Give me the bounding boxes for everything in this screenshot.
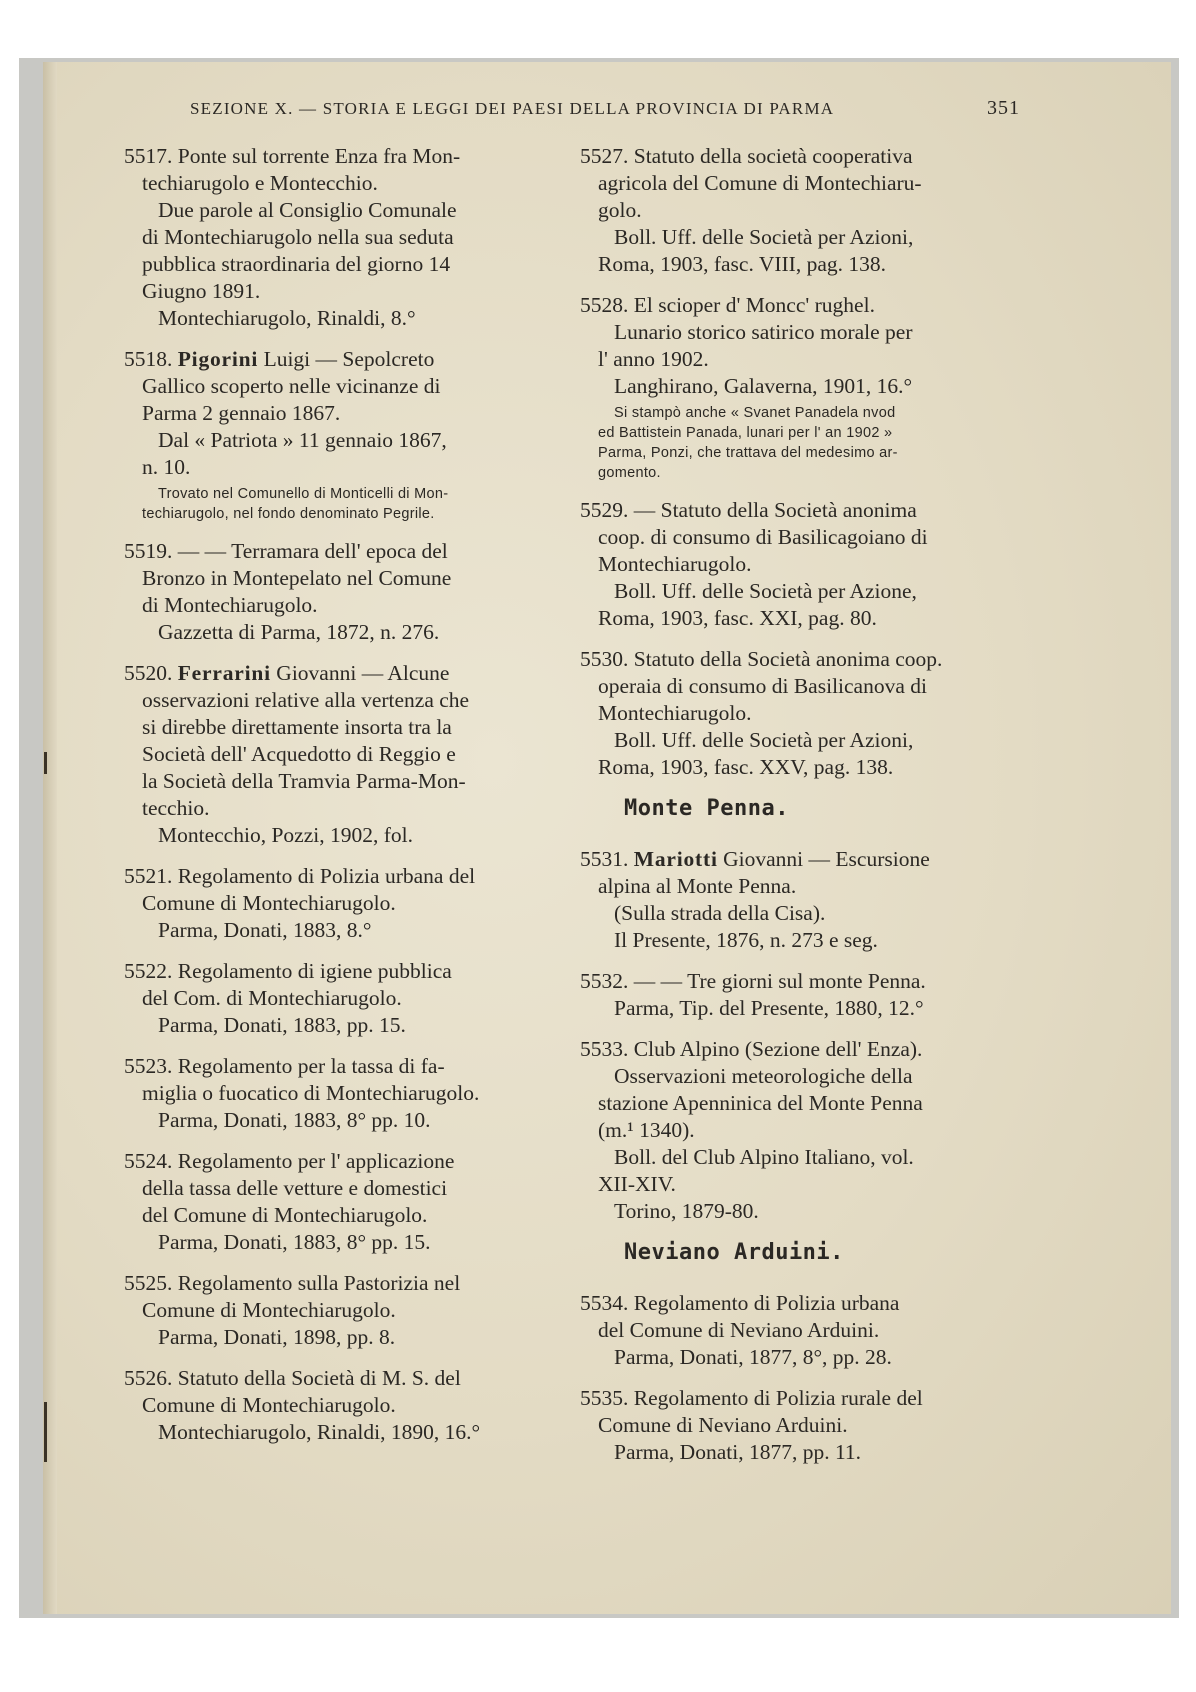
entry-line: Comune di Montechiarugolo. (142, 1298, 396, 1322)
entry-publication: XII-XIV. (598, 1172, 676, 1196)
right-column (580, 143, 1030, 1480)
entry-line: golo. (598, 198, 642, 222)
page-header (190, 99, 1020, 119)
entry-line: del Comune di Neviano Arduini. (598, 1318, 880, 1342)
entry-5518 (124, 346, 556, 524)
section-heading-monte-penna: Monte Penna. (624, 796, 789, 821)
entry-note: Parma, Ponzi, che trattava del medesimo ar- (598, 445, 898, 461)
entry-line: 5525. Regolamento sulla Pastorizia nel (124, 1271, 461, 1295)
entry-publication: Montechiarugolo, Rinaldi, 8.° (158, 306, 416, 330)
entry-line: 5524. Regolamento per l' applicazione (124, 1149, 455, 1173)
entry-publication: Roma, 1903, fasc. XXI, pag. 80. (598, 606, 877, 630)
entry-line: di Montechiarugolo. (142, 593, 318, 617)
entry-line: 5523. Regolamento per la tassa di fa- (124, 1054, 445, 1078)
left-column (124, 143, 556, 1460)
entry-note: Si stampò anche « Svanet Panadela nvod (614, 405, 896, 421)
entry-5528 (580, 292, 1030, 483)
entry-line: Due parole al Consiglio Comunale (158, 198, 457, 222)
entry-line: Giugno 1891. (142, 279, 261, 303)
header-title: SEZIONE X. — STORIA E LEGGI DEI PAESI DELLA PROVINCIA DI PARMA (190, 99, 835, 118)
entry-line: l' anno 1902. (598, 347, 709, 371)
entry-line: operaia di consumo di Basilicanova di (598, 674, 927, 698)
entry-line: la Società della Tramvia Parma-Mon- (142, 769, 466, 793)
entry-5524 (124, 1148, 556, 1256)
entry-5523 (124, 1053, 556, 1134)
entry-title-start: Giovanni — Alcune (276, 661, 450, 685)
section-heading-neviano-arduini: Neviano Arduini. (624, 1240, 844, 1265)
entry-number: 5518. (124, 347, 173, 371)
entry-line: 5527. Statuto della società cooperativa (580, 144, 913, 168)
entry-publication: Dal « Patriota » 11 gennaio 1867, (158, 428, 447, 452)
entry-line: Lunario storico satirico morale per (614, 320, 913, 344)
entry-5533 (580, 1036, 1030, 1225)
entry-publication: Il Presente, 1876, n. 273 e seg. (614, 928, 878, 952)
entry-5519 (124, 538, 556, 646)
entry-line: Parma 2 gennaio 1867. (142, 401, 341, 425)
margin-mark (44, 752, 47, 774)
page-number: 351 (987, 97, 1020, 119)
entry-line: 5533. Club Alpino (Sezione dell' Enza). (580, 1037, 923, 1061)
entry-line: Comune di Montechiarugolo. (142, 1393, 396, 1417)
entry-publication: Parma, Donati, 1877, pp. 11. (614, 1440, 862, 1464)
entry-note: techiarugolo, nel fondo denominato Pegrile. (142, 506, 435, 522)
entry-note: Trovato nel Comunello di Monticelli di Mon- (158, 486, 449, 502)
entry-line: di Montechiarugolo nella sua seduta (142, 225, 454, 249)
entry-line: agricola del Comune di Montechiaru- (598, 171, 922, 195)
entry-5520 (124, 660, 556, 849)
entry-line: Osservazioni meteorologiche della (614, 1064, 913, 1088)
entry-publication: Torino, 1879-80. (614, 1199, 759, 1223)
entry-publication: Boll. Uff. delle Società per Azioni, (614, 728, 914, 752)
entry-publication: Langhirano, Galaverna, 1901, 16.° (614, 374, 913, 398)
entry-line: (Sulla strada della Cisa). (614, 901, 826, 925)
entry-title-start: Luigi — Sepolcreto (263, 347, 435, 371)
entry-5535 (580, 1385, 1030, 1466)
entry-publication: Parma, Donati, 1877, 8°, pp. 28. (614, 1345, 892, 1369)
entry-line: Comune di Neviano Arduini. (598, 1413, 848, 1437)
entry-publication: Montecchio, Pozzi, 1902, fol. (158, 823, 413, 847)
entry-line: coop. di consumo di Basilicagoiano di (598, 525, 928, 549)
entry-line: 5532. — — Tre giorni sul monte Penna. (580, 969, 926, 993)
entry-line: (m.¹ 1340). (598, 1118, 695, 1142)
entry-5522 (124, 958, 556, 1039)
entry-publication: Roma, 1903, fasc. VIII, pag. 138. (598, 252, 887, 276)
entry-5531 (580, 846, 1030, 954)
entry-line: 5528. El scioper d' Moncc' rughel. (580, 293, 875, 317)
entry-line: tecchio. (142, 796, 210, 820)
entry-5525 (124, 1270, 556, 1351)
entry-5517 (124, 143, 556, 332)
entry-line: osservazioni relative alla vertenza che (142, 688, 470, 712)
entry-line: Gallico scoperto nelle vicinanze di (142, 374, 441, 398)
entry-note: gomento. (598, 465, 661, 481)
page-spine-shadow (43, 62, 57, 1614)
entry-5526 (124, 1365, 556, 1446)
entry-5532 (580, 968, 1030, 1022)
entry-title-start: Giovanni — Escursione (723, 847, 930, 871)
entry-line: 5517. Ponte sul torrente Enza fra Mon- (124, 144, 461, 168)
entry-line (124, 660, 556, 687)
entry-line: Montechiarugolo. (598, 701, 752, 725)
entry-line: 5535. Regolamento di Polizia rurale del (580, 1386, 923, 1410)
entry-number: 5531. (580, 847, 629, 871)
entry-line: 5521. Regolamento di Polizia urbana del (124, 864, 476, 888)
entry-line: Comune di Montechiarugolo. (142, 891, 396, 915)
entry-line (124, 346, 556, 373)
entry-publication: Roma, 1903, fasc. XXV, pag. 138. (598, 755, 894, 779)
entry-publication: Boll. Uff. delle Società per Azioni, (614, 225, 914, 249)
entry-author: Pigorini (177, 347, 259, 371)
entry-author: Ferrarini (177, 661, 271, 685)
entry-line: 5526. Statuto della Società di M. S. del (124, 1366, 461, 1390)
entry-publication: Parma, Donati, 1883, 8.° (158, 918, 372, 942)
entry-line: Montechiarugolo. (598, 552, 752, 576)
entry-publication: Parma, Tip. del Presente, 1880, 12.° (614, 996, 924, 1020)
entry-5527 (580, 143, 1030, 278)
entry-publication: n. 10. (142, 455, 191, 479)
entry-line: pubblica straordinaria del giorno 14 (142, 252, 451, 276)
entry-publication: Parma, Donati, 1883, 8° pp. 10. (158, 1108, 431, 1132)
entry-line: del Com. di Montechiarugolo. (142, 986, 402, 1010)
entry-line: 5519. — — Terramara dell' epoca del (124, 539, 448, 563)
entry-line: Bronzo in Montepelato nel Comune (142, 566, 452, 590)
entry-5530 (580, 646, 1030, 781)
entry-line: del Comune di Montechiarugolo. (142, 1203, 428, 1227)
entry-publication: Parma, Donati, 1883, 8° pp. 15. (158, 1230, 431, 1254)
entry-publication: Parma, Donati, 1883, pp. 15. (158, 1013, 406, 1037)
entry-5521 (124, 863, 556, 944)
entry-line: Società dell' Acquedotto di Reggio e (142, 742, 456, 766)
entry-line: stazione Apenninica del Monte Penna (598, 1091, 923, 1115)
entry-line: si direbbe direttamente insorta tra la (142, 715, 452, 739)
margin-mark (44, 1402, 47, 1462)
entry-publication: Boll. Uff. delle Società per Azione, (614, 579, 917, 603)
entry-number: 5520. (124, 661, 173, 685)
entry-publication: Parma, Donati, 1898, pp. 8. (158, 1325, 396, 1349)
entry-line: 5534. Regolamento di Polizia urbana (580, 1291, 900, 1315)
entry-line: 5529. — Statuto della Società anonima (580, 498, 917, 522)
entry-publication: Montechiarugolo, Rinaldi, 1890, 16.° (158, 1420, 481, 1444)
entry-note: ed Battistein Panada, lunari per l' an 1902 » (598, 425, 893, 441)
entry-line: 5530. Statuto della Società anonima coop. (580, 647, 943, 671)
entry-line: alpina al Monte Penna. (598, 874, 797, 898)
entry-line: 5522. Regolamento di igiene pubblica (124, 959, 452, 983)
entry-5534 (580, 1290, 1030, 1371)
entry-line: miglia o fuocatico di Montechiarugolo. (142, 1081, 480, 1105)
entry-line: techiarugolo e Montecchio. (142, 171, 378, 195)
entry-line (580, 846, 1030, 873)
entry-5529 (580, 497, 1030, 632)
entry-publication: Boll. del Club Alpino Italiano, vol. (614, 1145, 914, 1169)
entry-author: Mariotti (633, 847, 718, 871)
entry-publication: Gazzetta di Parma, 1872, n. 276. (158, 620, 440, 644)
entry-line: della tassa delle vetture e domestici (142, 1176, 448, 1200)
